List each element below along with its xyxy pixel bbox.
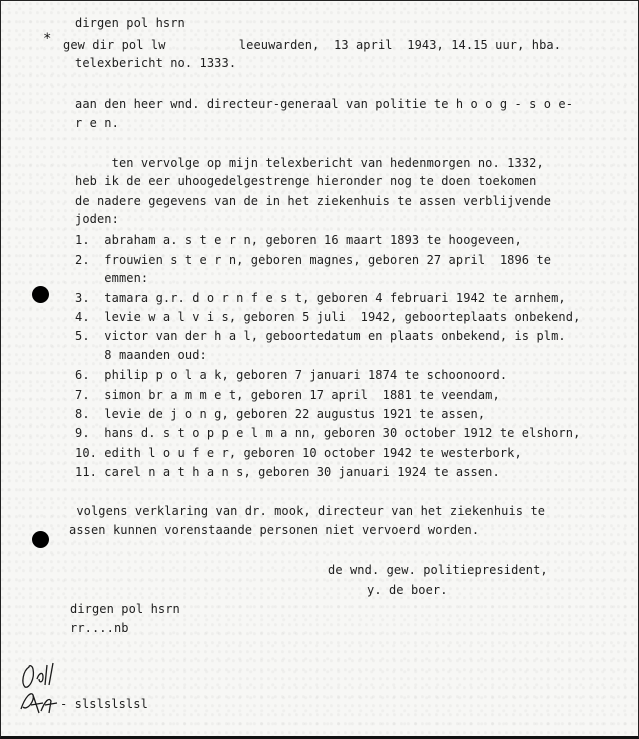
footer-line-2: rr....nb — [70, 621, 129, 635]
list-item-9: 9. hans d. s t o p p e l m a nn, geboren 30 october 1912 te elshorn, — [75, 426, 581, 440]
punch-hole — [32, 531, 49, 548]
list-item-4: 4. levie w a l v i s, geboren 5 juli 1942, geboorteplaats onbekend, — [75, 310, 581, 324]
list-item-8: 8. levie de j o n g, geboren 22 augustus 1921 te assen, — [75, 407, 486, 421]
list-item-10: 10. edith l o u f e r, geboren 10 october 1942 te westerbork, — [75, 446, 522, 460]
signature-name: y. de boer. — [367, 583, 448, 597]
handwritten-initials — [15, 661, 67, 721]
list-item-7: 7. simon br a m m e t, geboren 17 april 1881 te veendam, — [75, 388, 500, 402]
list-item-5: 5. victor van der h a l, geboortedatum en plaats onbekend, is plm. — [75, 329, 566, 343]
list-item-3: 3. tamara g.r. d o r n f e s t, geboren 4 februari 1942 te arnhem, — [75, 291, 566, 305]
intro-line-1: ten vervolge op mijn telexbericht van hedenmorgen no. 1332, — [75, 156, 544, 170]
signature-title: de wnd. gew. politiepresident, — [328, 563, 548, 577]
header-line-1: dirgen pol hsrn — [75, 16, 185, 30]
punch-hole — [32, 286, 49, 303]
addressee-line-1: aan den heer wnd. directeur-generaal van politie te h o o g - s o e- — [75, 97, 574, 111]
asterisk-mark: * — [43, 31, 52, 47]
list-item-2: 2. frouwien s t e r n, geboren magnes, geboren 27 april 1896 te — [75, 253, 552, 267]
list-item-2-cont: emmen: — [75, 271, 149, 285]
statement-line-1: volgens verklaring van dr. mook, directeur van het ziekenhuis te — [69, 504, 546, 518]
addressee-line-2: r e n. — [75, 116, 119, 130]
list-item-6: 6. philip p o l a k, geboren 7 januari 1874 te schoonoord. — [75, 368, 508, 382]
header-line-2: gew dir pol lw leeuwarden, 13 april 1943, 14.15 uur, hba. — [63, 38, 562, 52]
list-item-1: 1. abraham a. s t e r n, geboren 16 maart 1893 te hoogeveen, — [75, 233, 522, 247]
list-item-11: 11. carel n a t h a n s, geboren 30 januari 1924 te assen. — [75, 465, 500, 479]
intro-line-4: joden: — [75, 212, 119, 226]
footer-line-1: dirgen pol hsrn — [70, 602, 180, 616]
statement-line-2: assen kunnen vorenstaande personen niet vervoerd worden. — [69, 523, 480, 537]
header-line-3: telexbericht no. 1333. — [75, 56, 237, 70]
footer-line-3: - slslslslsl — [60, 697, 148, 711]
intro-line-2: heb ik de eer uhoogedelgestrenge hieronder nog te doen toekomen — [75, 174, 537, 188]
intro-line-3: de nadere gegevens van de in het ziekenhuis te assen verblijvende — [75, 194, 552, 208]
list-item-5-cont: 8 maanden oud: — [75, 348, 207, 362]
